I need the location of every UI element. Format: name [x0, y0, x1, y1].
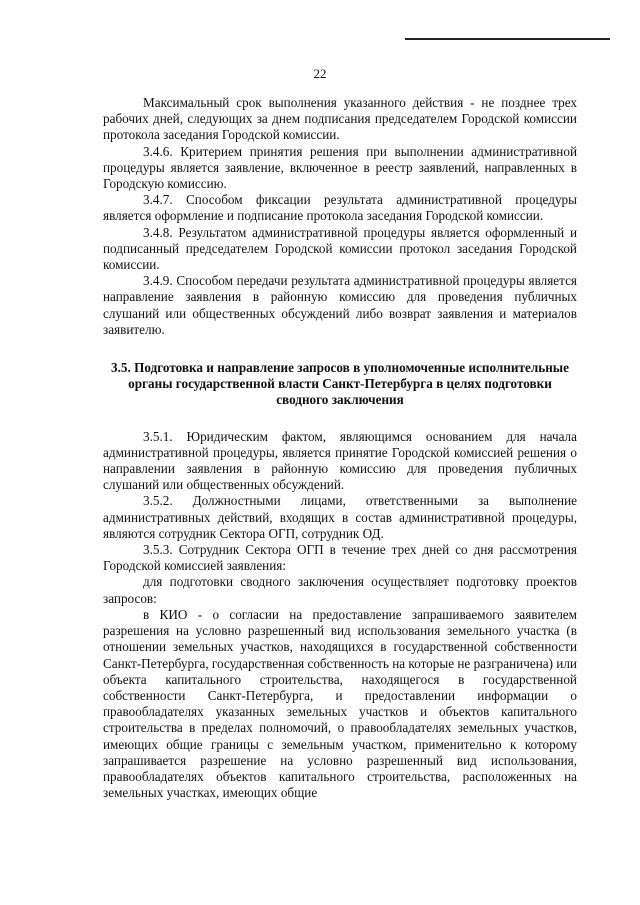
paragraph-3-5-2: 3.5.2. Должностными лицами, ответственными за выполнение административных действий, входящих в состав административной процедуры, являются сотрудник Сектора ОГП, сотрудник ОД. [103, 493, 577, 541]
page-number: 22 [313, 66, 327, 81]
document-body [103, 95, 577, 801]
paragraph-max-term: Максимальный срок выполнения указанного действия - не позднее трех рабочих дней, следующих за днем подписания председателем Городской комиссии протокола заседания Городской комиссии. [103, 95, 577, 143]
paragraph-3-4-8: 3.4.8. Результатом административной процедуры является оформленный и подписанный председателем Городской комиссии протокол заседания Городской комиссии. [103, 224, 577, 273]
paragraph-draft-requests: для подготовки сводного заключения осуществляет подготовку проектов запросов: [103, 574, 577, 606]
paragraph-3-4-7: 3.4.7. Способом фиксации результата административной процедуры является оформление и подписание протокола заседания Городской комиссии. [103, 192, 577, 224]
paragraph-3-4-9: 3.4.9. Способом передачи результата административной процедуры является направление заявления в районную комиссию для проведения публичных слушаний или общественных обсуждений либо возврат заявления и материалов заявителю. [103, 273, 577, 337]
paragraph-3-4-6: 3.4.6. Критерием принятия решения при выполнении административной процедуры является заявление, включенное в реестр заявлений, направленных в Городскую комиссию. [103, 143, 577, 192]
paragraph-3-5-1: 3.5.1. Юридическим фактом, являющимся основанием для начала административной процедуры, является принятие Городской комиссией решения о направлении заявления в районную комиссию для проведения публичных слушаний или общественных обсуждений. [103, 428, 577, 493]
paragraph-kio-request: в КИО - о согласии на предоставление запрашиваемого заявителем разрешения на условно разрешенный вид использования земельного участка (в отношении земельных участков, находящихся в государственной собственности Санкт-Петербурга, государственная собственность на которые не разграничена) или объекта капитального строительства, находящегося в государственной собственности Санкт-Петербурга, и предоставлении информации о правообладателях указанных земельных участков и объектов капитального строительства в пределах полномочий, о правообладателях земельных участков, имеющих общие границы с земельным участком, применительно к которому запрашивается разрешение на условно разрешенный вид использования, правообладателях объектов капитального строительства, расположенных на земельных участках, имеющих общие [103, 606, 577, 801]
header-rule [405, 38, 610, 40]
paragraph-3-5-3: 3.5.3. Сотрудник Сектора ОГП в течение трех дней со дня рассмотрения Городской комиссией заявления: [103, 542, 577, 574]
section-heading-3-5: 3.5. Подготовка и направление запросов в уполномоченные исполнительные органы государственной власти Санкт-Петербурга в целях подготовки сводного заключения [111, 360, 569, 408]
